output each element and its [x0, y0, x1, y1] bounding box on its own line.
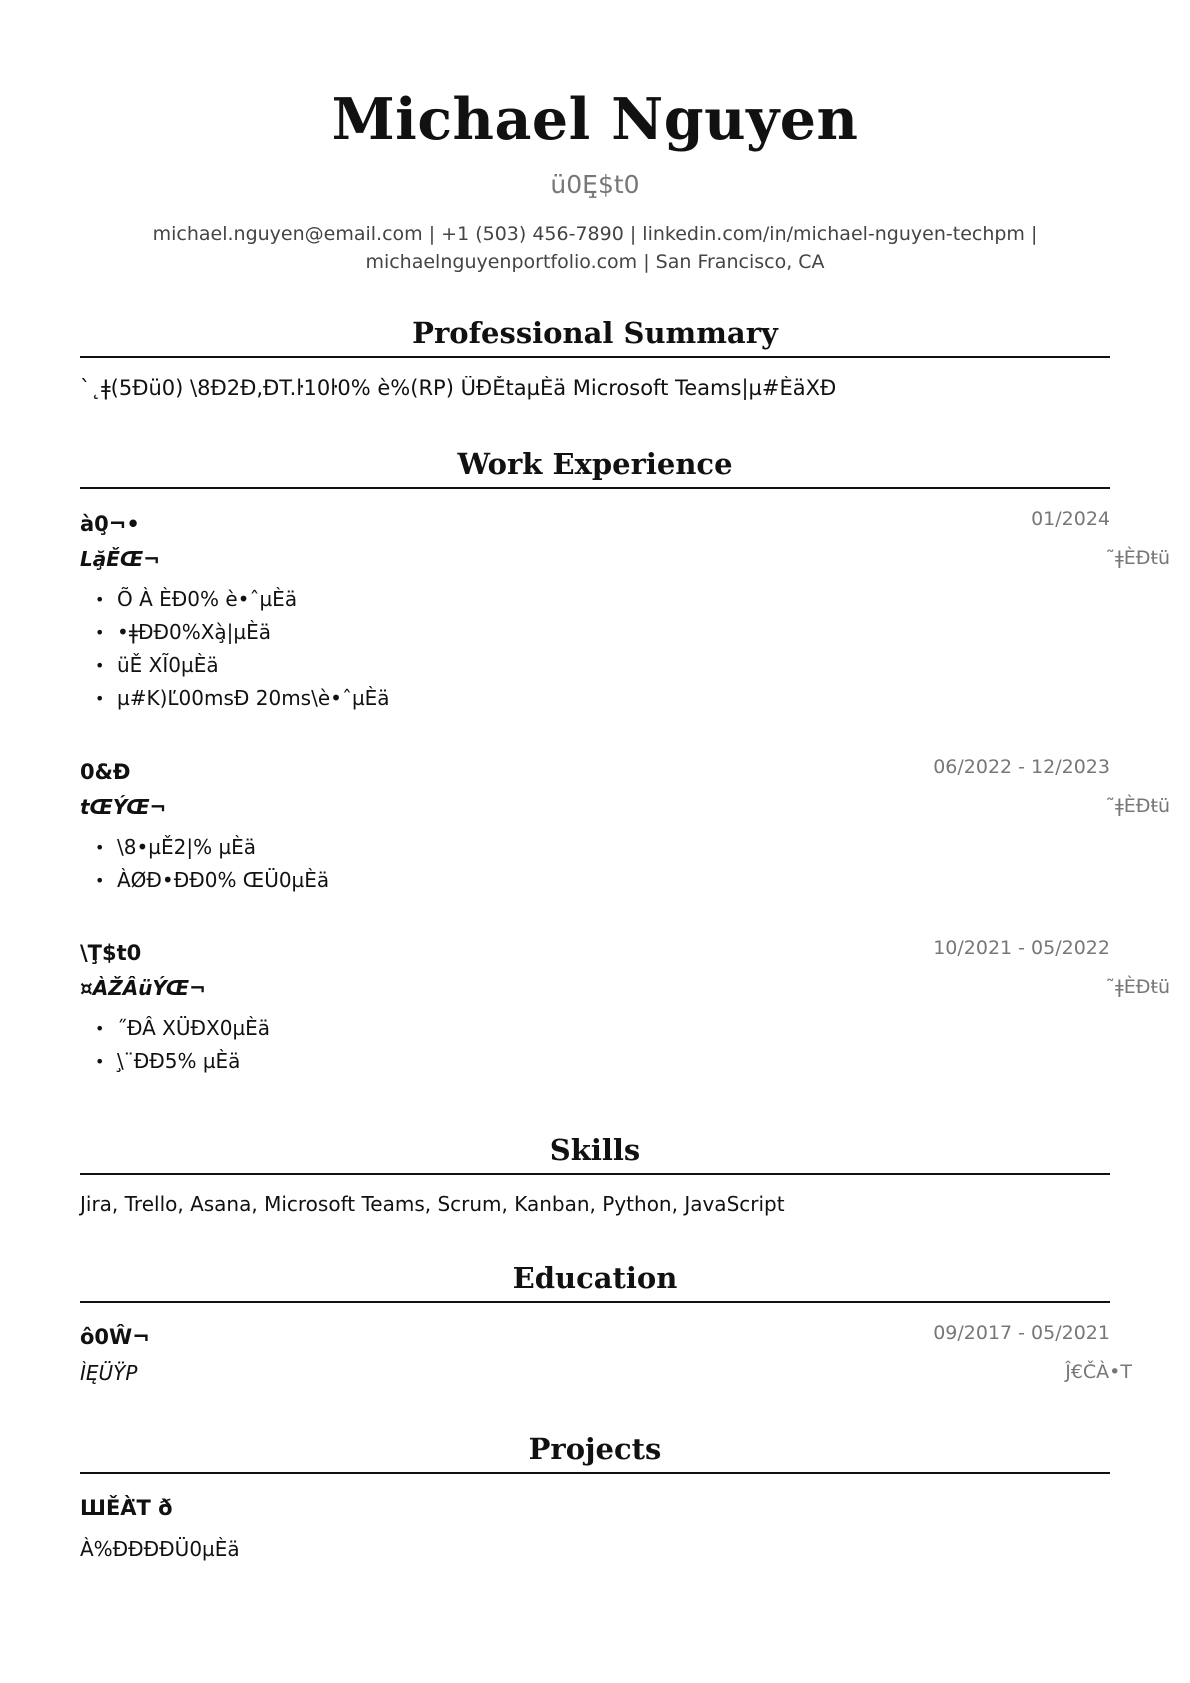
section-title-education: Education [512, 1261, 678, 1295]
job-date: 01/2024 [1031, 508, 1110, 530]
job-location: ˜ǂÈĐŧü [1105, 795, 1170, 817]
candidate-subtitle: ü0Ę̧$t0 [550, 170, 640, 199]
skills-text: Jira, Trello, Asana, Microsoft Teams, Scrum, Kanban, Python, JavaScript [80, 1192, 785, 1216]
list-item: • \̧¨ĐĐ5% µÈä [95, 1045, 270, 1078]
project-title: ШĚÀ̈T ð [80, 1496, 173, 1520]
education-degree: ô0Ŵ¬ [80, 1325, 150, 1349]
list-item: • ˝ĐÂ XÜĐX0µÈä [95, 1012, 270, 1045]
section-divider [80, 356, 1110, 358]
job-title: 0&Đ [80, 760, 131, 784]
section-title-skills: Skills [549, 1133, 641, 1167]
list-item: • ÀØĐ•ĐĐ0% ŒÜ0µÈä [95, 864, 329, 897]
section-title-summary: Professional Summary [412, 316, 778, 350]
job-bullets [95, 831, 329, 897]
contact-line-1: michael.nguyen@email.com | +1 (503) 456-7890 | linkedin.com/in/michael-nguyen-techpm | [152, 223, 1038, 245]
list-item: • Õ À ÈĐ0% è•ˆµÈä [95, 583, 390, 616]
education-location: Ĵ€ČÀ•T [1065, 1361, 1132, 1383]
section-divider [80, 1301, 1110, 1303]
contact-info [150, 220, 1040, 276]
job-title: à0̧¬• [80, 512, 140, 536]
job-location: ˜ǂÈĐŧü [1105, 547, 1170, 569]
job-date: 10/2021 - 05/2022 [933, 937, 1110, 959]
candidate-name: Michael Nguyen [331, 86, 859, 153]
job-company: Lă̧ĚŒ¬ [80, 547, 160, 571]
section-title-projects: Projects [528, 1432, 662, 1466]
job-bullets [95, 1012, 270, 1078]
list-item: • \8•µĚ2|% µÈä [95, 831, 329, 864]
contact-line-2: michaelnguyenportfolio.com | San Francisco, CA [365, 251, 825, 273]
job-company: ¤ÀŽÂüÝŒ¬ [80, 976, 206, 1000]
section-divider [80, 1472, 1110, 1474]
project-description: À%ĐĐĐĐÜ0µÈä [80, 1537, 240, 1561]
job-bullets [95, 583, 390, 715]
list-item: • üĚ XĨ0µÈä [95, 649, 390, 682]
job-location: ˜ǂÈĐŧü [1105, 976, 1170, 998]
education-school: ÌĘÜŸP [80, 1361, 138, 1385]
section-title-experience: Work Experience [457, 447, 733, 481]
job-title: \Ţ$t0 [80, 941, 142, 965]
summary-text: `˛ǂ(5Đü0) \8Đ2Đ,ĐT.ŀ10ŀ0% è%(RP) ÜĐĚtaµÈä Microsoft Teams|µ#ÈäXĐ [80, 376, 837, 400]
job-company: tŒÝŒ¬ [80, 795, 167, 819]
section-divider [80, 1173, 1110, 1175]
job-date: 06/2022 - 12/2023 [933, 756, 1110, 778]
section-divider [80, 487, 1110, 489]
education-date: 09/2017 - 05/2021 [933, 1322, 1110, 1344]
list-item: • µ#K)Ľ00msĐ 20ms\è•ˆµÈä [95, 682, 390, 715]
list-item: • •ǂĐĐ0%Xà̧|µÈä [95, 616, 390, 649]
